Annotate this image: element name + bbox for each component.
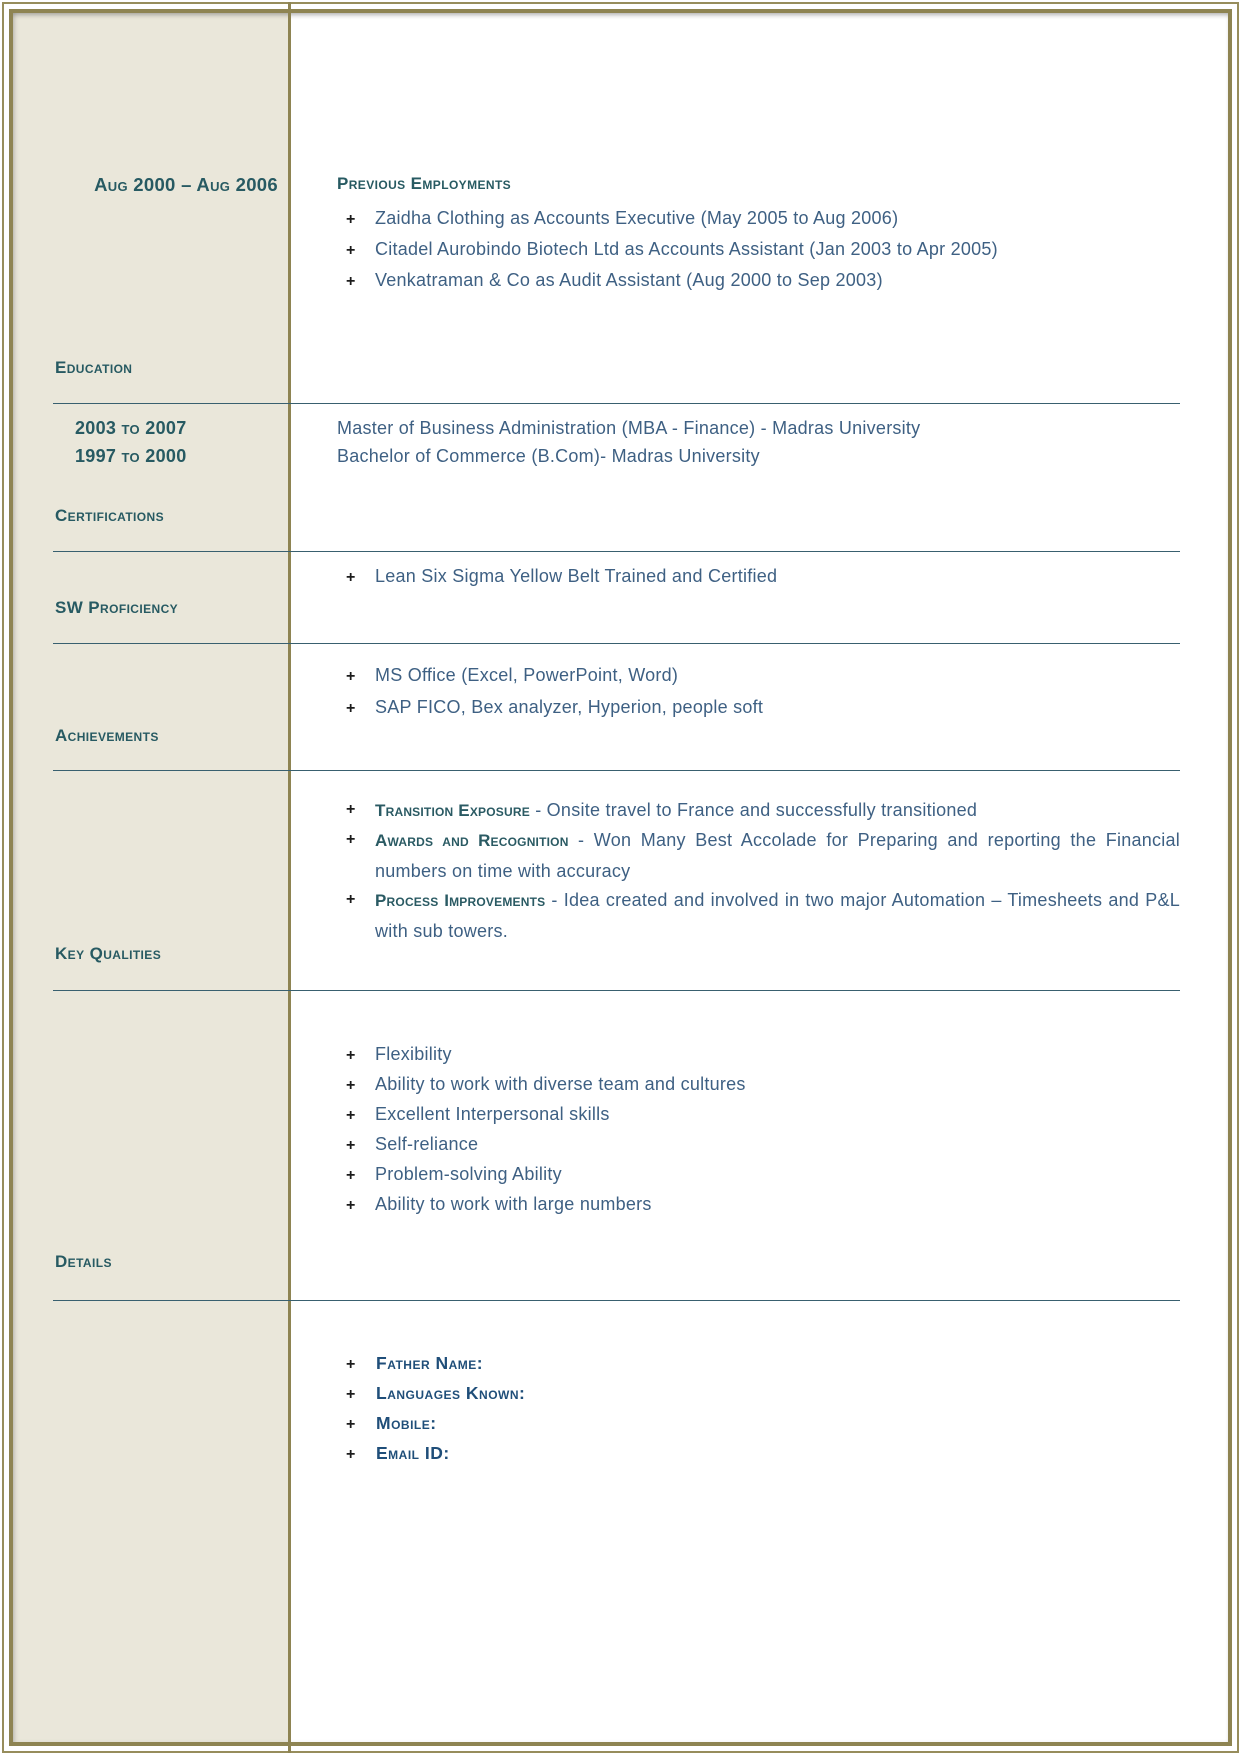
- section-header-education: Education: [55, 358, 133, 377]
- key-quality-item: [346, 1104, 610, 1125]
- sidebar-panel: [13, 13, 289, 1742]
- plus-bullet-icon: +: [346, 700, 356, 717]
- key-quality-text: Problem-solving Ability: [375, 1164, 562, 1184]
- plus-bullet-icon: +: [346, 668, 356, 685]
- certification-item-text: Lean Six Sigma Yellow Belt Trained and Certified: [375, 566, 778, 586]
- key-quality-text: Self-reliance: [375, 1134, 479, 1154]
- employment-item-text: Zaidha Clothing as Accounts Executive (May 2005 to Aug 2006): [375, 208, 899, 228]
- plus-bullet-icon: +: [346, 1137, 356, 1154]
- plus-bullet-icon: +: [346, 1386, 356, 1403]
- plus-bullet-icon: +: [346, 831, 356, 848]
- education-date-range: 1997 to 2000: [75, 446, 187, 466]
- employment-item: [346, 239, 998, 260]
- details-label: Father Name:: [376, 1353, 484, 1373]
- plus-bullet-icon: +: [346, 891, 356, 908]
- key-quality-text: Ability to work with large numbers: [375, 1194, 652, 1214]
- plus-bullet-icon: +: [346, 1416, 356, 1433]
- key-quality-item: [346, 1074, 746, 1095]
- plus-bullet-icon: +: [346, 1107, 356, 1124]
- education-item: Bachelor of Commerce (B.Com)- Madras University: [337, 446, 760, 466]
- achievement-label: Transition Exposure: [375, 801, 530, 820]
- plus-bullet-icon: +: [346, 1356, 356, 1373]
- plus-bullet-icon: +: [346, 211, 356, 228]
- details-item: [346, 1383, 525, 1404]
- employment-item-text: Venkatraman & Co as Audit Assistant (Aug 2000 to Sep 2003): [375, 270, 883, 290]
- software-item-text: SAP FICO, Bex analyzer, Hyperion, people soft: [375, 697, 764, 717]
- section-header-key-qualities: Key Qualities: [55, 944, 162, 963]
- plus-bullet-icon: +: [346, 1167, 356, 1184]
- key-quality-item: [346, 1044, 452, 1065]
- section-divider: [53, 643, 1180, 644]
- section-divider: [53, 403, 1180, 404]
- details-label: Mobile:: [376, 1413, 437, 1433]
- details-item: [346, 1353, 483, 1374]
- achievement-item: [346, 885, 1180, 946]
- employment-item: [346, 208, 898, 229]
- achievement-text: - Won Many Best Accolade for Preparing and reporting the Financial numbers on time with accuracy: [375, 830, 1180, 881]
- section-divider: [53, 770, 1180, 771]
- plus-bullet-icon: +: [346, 569, 356, 586]
- plus-bullet-icon: +: [346, 1197, 356, 1214]
- education-date-range: 2003 to 2007: [75, 418, 187, 438]
- key-quality-item: [346, 1134, 478, 1155]
- software-item-text: MS Office (Excel, PowerPoint, Word): [375, 665, 679, 685]
- details-item: [346, 1443, 450, 1464]
- employment-item-text: Citadel Aurobindo Biotech Ltd as Accounts Assistant (Jan 2003 to Apr 2005): [375, 239, 998, 259]
- section-divider: [53, 551, 1180, 552]
- details-label: Languages Known:: [376, 1383, 526, 1403]
- certification-item: [346, 566, 777, 587]
- achievement-text: - Onsite travel to France and successfully transitioned: [529, 800, 978, 820]
- section-header-details: Details: [55, 1252, 112, 1271]
- plus-bullet-icon: +: [346, 1446, 356, 1463]
- plus-bullet-icon: +: [346, 1077, 356, 1094]
- section-header-sw-proficiency: SW Proficiency: [55, 598, 179, 617]
- achievement-label: Awards and Recognition: [375, 831, 569, 850]
- plus-bullet-icon: +: [346, 242, 356, 259]
- details-label: Email ID:: [376, 1443, 450, 1463]
- achievement-item: [346, 825, 1180, 886]
- software-item: [346, 665, 678, 686]
- key-quality-item: [346, 1164, 562, 1185]
- education-item: Master of Business Administration (MBA - Finance) - Madras University: [337, 418, 921, 438]
- details-item: [346, 1413, 437, 1434]
- plus-bullet-icon: +: [346, 801, 356, 818]
- employment-section-title: Previous Employments: [337, 174, 512, 193]
- employment-period: Aug 2000 – Aug 2006: [94, 174, 278, 195]
- section-divider: [53, 990, 1180, 991]
- software-item: [346, 697, 763, 718]
- section-header-achievements: Achievements: [55, 726, 159, 745]
- key-quality-item: [346, 1194, 652, 1215]
- achievement-text: - Idea created and involved in two major Automation – Timesheets and P&L with sub towers.: [375, 890, 1180, 941]
- section-divider: [53, 1300, 1180, 1301]
- plus-bullet-icon: +: [346, 273, 356, 290]
- key-quality-text: Ability to work with diverse team and cultures: [375, 1074, 746, 1094]
- plus-bullet-icon: +: [346, 1047, 356, 1064]
- key-quality-text: Excellent Interpersonal skills: [375, 1104, 610, 1124]
- sidebar-divider: [288, 2, 291, 1753]
- achievement-label: Process Improvements: [375, 891, 546, 910]
- employment-item: [346, 270, 883, 291]
- key-quality-text: Flexibility: [375, 1044, 452, 1064]
- achievement-item: [346, 795, 1180, 826]
- section-header-certifications: Certifications: [55, 506, 164, 525]
